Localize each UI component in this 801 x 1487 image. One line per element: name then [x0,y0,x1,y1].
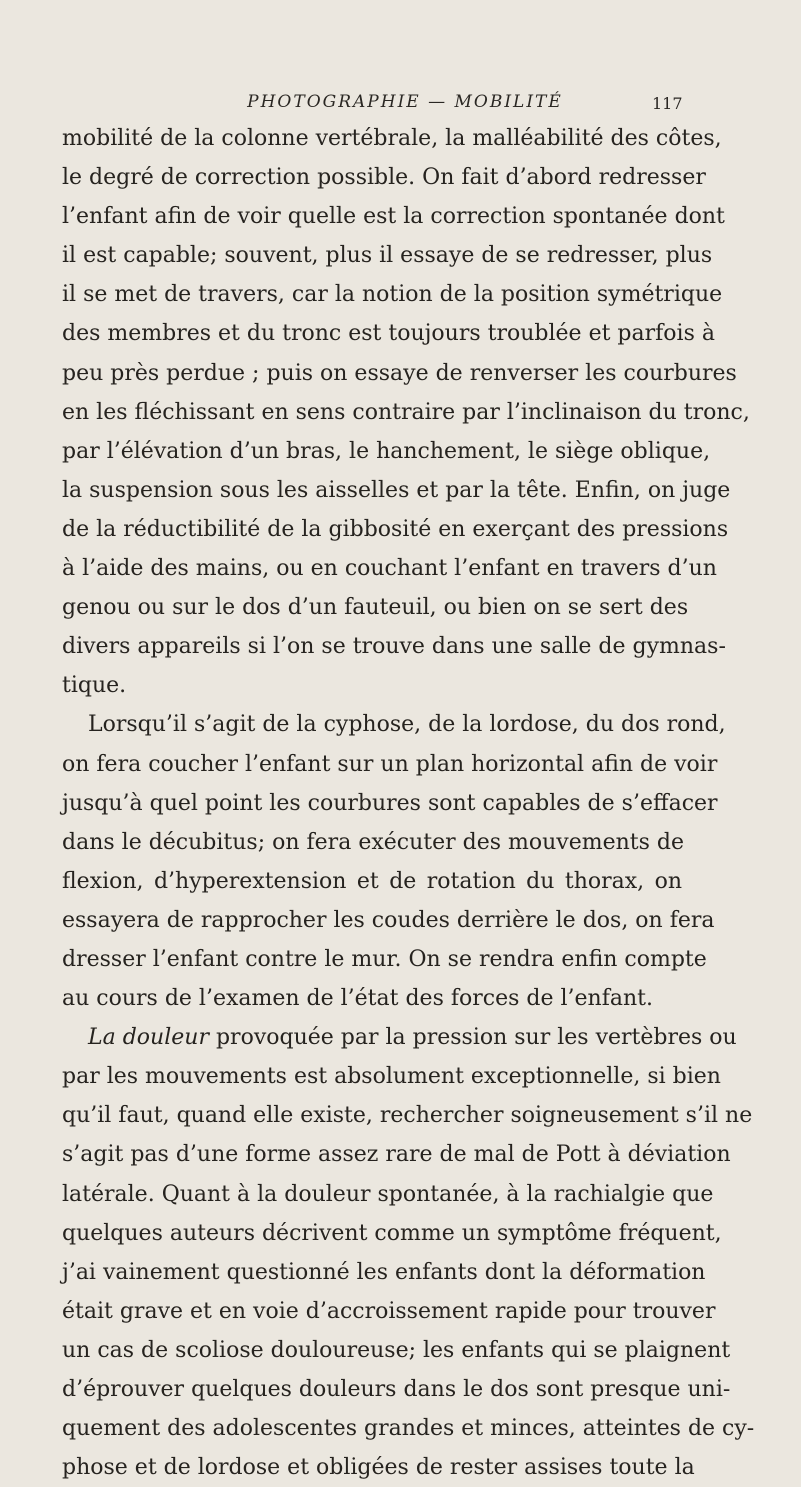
text-line: la suspension sous les aisselles et par la tête. Enfin, on juge [62,477,731,503]
text-line: latérale. Quant à la douleur spontanée, à la rachialgie que [62,1181,714,1207]
text-line: qu’il faut, quand elle existe, rechercher soigneusement s’il ne [62,1103,753,1129]
text-line: de la réductibilité de la gibbosité en exerçant des pressions [62,516,729,542]
text-line: au cours de l’examen de l’état des forces de l’enfant. [62,986,653,1012]
text-line: l’enfant afin de voir quelle est la correction spontanée dont [62,204,725,230]
text-line: tique. [62,673,127,699]
text-line: divers appareils si l’on se trouve dans une salle de gymnas- [62,634,726,660]
text-line: jusqu’à quel point les courbures sont capables de s’effacer [62,790,718,816]
text-line: le degré de correction possible. On fait d’abord redresser [62,165,706,191]
text-line: quelques auteurs décrivent comme un symptôme fréquent, [62,1220,722,1246]
text-line: flexion, d’hyperextension et de rotation du thorax, on [62,868,682,894]
text-line: était grave et en voie d’accroissement rapide pour trouver [62,1298,716,1324]
text-line: en les fléchissant en sens contraire par l’inclinaison du tronc, [62,399,750,425]
text-line: un cas de scoliose douloureuse; les enfants qui se plaignent [62,1337,731,1363]
text-line: phose et de lordose et obligées de rester assises toute la [62,1455,695,1481]
text-line: peu près perdue ; puis on essaye de renverser les courbures [62,360,737,386]
text-line: à l’aide des mains, ou en couchant l’enfant en travers d’un [62,556,717,582]
text-line: par les mouvements est absolument exceptionnelle, si bien [62,1064,721,1090]
text-line-rest: provoquée par la pression sur les vertèbres ou [215,1025,737,1051]
text-line: par l’élévation d’un bras, le hanchement, le siège oblique, [62,438,711,464]
text-line: dresser l’enfant contre le mur. On se rendra enfin compte [62,946,707,972]
running-head: PHOTOGRAPHIE — MOBILITÉ [247,92,563,112]
text-line: il est capable; souvent, plus il essaye de se redresser, plus [62,243,713,269]
page-number: 117 [652,94,683,113]
text-line: essayera de rapprocher les coudes derrière le dos, on fera [62,907,715,933]
text-line: quement des adolescentes grandes et minces, atteintes de cy- [62,1416,755,1442]
text-line: dans le décubitus; on fera exécuter des mouvements de [62,829,685,855]
text-line: il se met de travers, car la notion de la position symétrique [62,282,723,308]
italic-lead: La douleur [88,1025,209,1051]
text-line: mobilité de la colonne vertébrale, la malléabilité des côtes, [62,126,722,151]
text-line: j’ai vainement questionné les enfants dont la déformation [62,1259,706,1285]
body-text [62,119,755,1487]
text-line: des membres et du tronc est toujours troublée et parfois à [62,321,715,347]
text-line: genou ou sur le dos d’un fauteuil, ou bien on se sert des [62,595,689,621]
paragraph-opening-line [62,1018,737,1057]
text-line: s’agit pas d’une forme assez rare de mal de Pott à déviation [62,1142,731,1168]
text-line: on fera coucher l’enfant sur un plan horizontal afin de voir [62,751,718,777]
text-line: Lorsqu’il s’agit de la cyphose, de la lordose, du dos rond, [88,712,726,738]
text-line: d’éprouver quelques douleurs dans le dos sont presque uni- [62,1377,731,1402]
